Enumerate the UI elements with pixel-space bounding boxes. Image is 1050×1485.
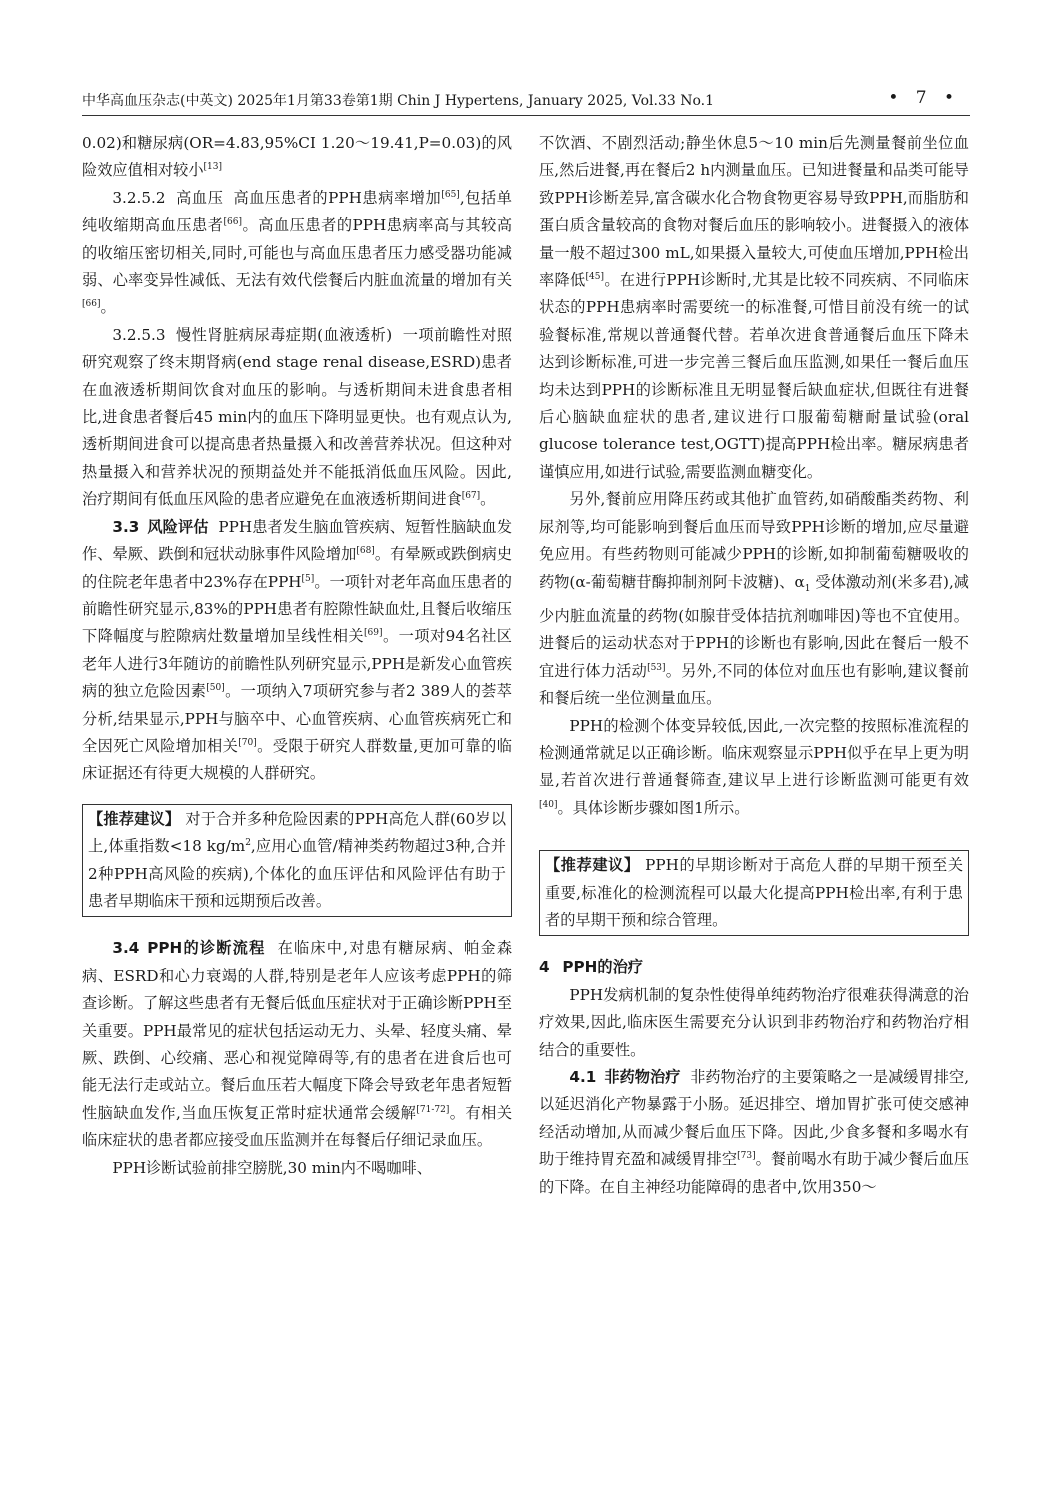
section-3-3: 3.3 风险评估 PPH患者发生脑血管疾病、短暂性脑缺血发作、晕厥、跌倒和冠状动脉事件风险增加[68]。有晕厥或跌倒病史的住院老年患者中23%存在PPH[5]。一项针对老年高血压患者的前瞻性研究显示,83%的PPH患者有腔隙性缺血灶,且餐后收缩压下降幅度与腔隙病灶数量增加呈线性相关[69]。一项对94名社区老年人进行3年随访的前瞻性队列研究显示,PPH是新发心血管疾病的独立危险因素[50]。一项纳入7项研究参与者2 389人的荟萃分析,结果显示,PPH与脑卒中、心血管疾病、心血管疾病死亡和全因死亡风险增加相关[70]。受限于研究人群数量,更加可靠的临床证据还有待更大规模的人群研究。 [82, 517, 513, 783]
section-number: 3.2.5.3 [112, 325, 166, 344]
section-3-2-5-3: 3.2.5.3 慢性肾脏病尿毒症期(血液透析) 一项前瞻性对照研究观察了终末期肾病(end stage renal disease,ESRD)患者在血液透析期间饮食对血压的影响。与透析期间未进食患者相比,进食患者餐后45 min内的血压下降明显更快。也有观点认为,透析期间进食可以提高患者热量摄入和改善营养状况。但这种对热量摄入和营养状况的预期益处并不能抵消低血压风险。因此,治疗期间有低血压风险的患者应避免在血液透析期间进食[67]。 [82, 325, 513, 509]
citation[interactable]: [40] [539, 799, 558, 810]
section-title: 慢性肾脏病尿毒症期(血液透析) [175, 325, 393, 344]
recommendation-tag: 【推荐建议】 [545, 856, 640, 875]
paragraph: PPH发病机制的复杂性使得单纯药物治疗很难获得满意的治疗效果,因此,临床医生需要充分认识到非药物治疗和药物治疗相结合的重要性。 [539, 985, 969, 1059]
section-number: 4 [539, 958, 550, 977]
citation[interactable]: [67] [461, 491, 481, 502]
section-title: 非药物治疗 [604, 1068, 681, 1087]
citation[interactable]: [13] [203, 162, 222, 173]
paragraph: PPH诊断试验前排空膀胱,30 min内不喝咖啡、 [112, 1158, 432, 1177]
section-3-4: 3.4 PPH的诊断流程 在临床中,对患有糖尿病、帕金森病、ESRD和心力衰竭的人群,特别是老年人应该考虑PPH的筛查诊断。了解这些患者有无餐后低血压症状对于正确诊断PPH至关重要。PPH最常见的症状包括运动无力、头晕、轻度头痛、晕厥、跌倒、心绞痛、恶心和视觉障碍等,有的患者在进食后也可能无法行走或站立。餐后血压若大幅度下降会导致老年患者短暂性脑缺血发作,当血压恢复正常时症状通常会缓解[71-72]。有相关临床症状的患者都应接受血压监测并在每餐后仔细记录血压。 [82, 939, 513, 1150]
citation[interactable]: [68] [356, 546, 375, 557]
page-number: • 7 • [888, 88, 960, 108]
section-title: PPH的诊断流程 [147, 939, 266, 958]
section-3-2-5-2: 3.2.5.2 高血压 高血压患者的PPH患病率增加[65],包括单纯收缩期高血压患者[66]。高血压患者的PPH患病率高与其较高的收缩压密切相关,同时,可能也与高血压患者压力感受器功能减弱、心率变异性减低、无法有效代偿餐后内脏血流量的增加有关[66]。 [82, 188, 513, 317]
section-4-1: 4.1 非药物治疗 非药物治疗的主要策略之一是减缓胃排空,以延迟消化产物暴露于小肠。延迟排空、增加胃扩张可使交感神经活动增加,从而减少餐后血压下降。因此,少食多餐和多喝水有助于维持胃充盈和减缓胃排空[73]。餐前喝水有助于减少餐后血压的下降。在自主神经功能障碍的患者中,饮用350～ [539, 1068, 970, 1196]
citation[interactable]: [5] [301, 573, 315, 584]
paragraph-continued: 不饮酒、不剧烈活动;静坐休息5～10 min后先测量餐前坐位血压,然后进餐,再在餐后2 h内测量血压。已知进餐量和品类可能导致PPH诊断差异,富含碳水化合物食物更容易导致PPH,而脂肪和蛋白质含量较高的食物对餐后血压的影响较小。进餐摄入的液体量一般不超过300 mL,如果摄入量较大,可使血压增加,PPH检出率降低[45]。在进行PPH诊断时,尤其是比较不同疾病、不同临床状态的PPH患病率时需要统一的标准餐,可惜目前没有统一的试验餐标准,常规以普通餐代替。若单次进食普通餐后血压下降未达到诊断标准,可进一步完善三餐后血压监测,如果任一餐后血压均未达到PPH的诊断标准且无明显餐后缺血症状,但既往有进餐后心脑缺血症状的患者,建议进行口服葡萄糖耐量试验(oral glucose tolerance test,OGTT)提高PPH检出率。糖尿病患者谨慎应用,如进行试验,需要监测血糖变化。 [539, 134, 969, 481]
citation[interactable]: [73] [737, 1151, 756, 1162]
paragraph: 另外,餐前应用降压药或其他扩血管药,如硝酸酯类药物、利尿剂等,均可能影响到餐后血压而导致PPH诊断的增加,应尽量避免应用。有些药物则可能减少PPH的诊断,如抑制葡萄糖吸收的药物(α-葡萄糖苷酶抑制剂阿卡波糖)、$\alpha_1$ 受体激动剂(米多君),减少内脏血流量的药物(如腺苷受体拮抗剂咖啡因)等也不宜使用。进餐后的运动状态对于PPH的诊断也有影响,因此在餐后一般不宜进行体力活动[53]。另外,不同的体位对血压也有影响,建议餐前和餐后统一坐位测量血压。 [539, 490, 970, 708]
left-column [82, 130, 512, 1182]
citation[interactable]: [65] [441, 189, 460, 200]
paragraph-continued: 0.02)和糖尿病(OR=4.83,95%CI 1.20～19.41,P=0.03)的风险效应值相对较小[13] [82, 134, 512, 180]
citation[interactable]: [70] [238, 737, 257, 748]
section-4-heading [539, 954, 969, 981]
right-column [539, 130, 969, 1201]
citation[interactable]: [45] [585, 271, 605, 282]
section-number: 4.1 [569, 1068, 597, 1087]
section-title: 高血压 [175, 188, 224, 207]
recommendation-box: 【推荐建议】 对于合并多种危险因素的PPH高危人群(60岁以上,体重指数<18 $kg/m^2$,应用心血管/精神类药物超过3种,合并2种PPH高风险的疾病),个体化的血压评估和风险评估有助于患者早期临床干预和远期预后改善。 [82, 804, 512, 918]
section-title: PPH的治疗 [562, 958, 643, 977]
journal-info: 中华高血压杂志(中英文) 2025年1月第33卷第1期 Chin J Hypertens, January 2025, Vol.33 No.1 [82, 93, 715, 109]
citation[interactable]: [66] [223, 217, 242, 228]
section-number: 3.3 [112, 517, 140, 536]
citation[interactable]: [50] [206, 683, 225, 694]
section-number: 3.2.5.2 [112, 188, 166, 207]
recommendation-tag: 【推荐建议】 [88, 809, 181, 828]
citation[interactable]: [53] [647, 662, 666, 673]
section-number: 3.4 [112, 939, 140, 958]
recommendation-box: 【推荐建议】 PPH的早期诊断对于高危人群的早期干预至关重要,标准化的检测流程可以最大化提高PPH检出率,有利于患者的早期干预和综合管理。 [539, 850, 969, 936]
citation[interactable]: [66] [82, 299, 101, 310]
paragraph: PPH的检测个体变异较低,因此,一次完整的按照标准流程的检测通常就足以正确诊断。临床观察显示PPH似乎在早上更为明显,若首次进行普通餐筛查,建议早上进行诊断监测可能更有效[40]。具体诊断步骤如图1所示。 [539, 716, 969, 817]
citation[interactable]: [69] [364, 628, 383, 639]
running-header [82, 84, 970, 116]
citation[interactable]: [71-72] [416, 1104, 450, 1115]
section-title: 风险评估 [147, 517, 209, 536]
